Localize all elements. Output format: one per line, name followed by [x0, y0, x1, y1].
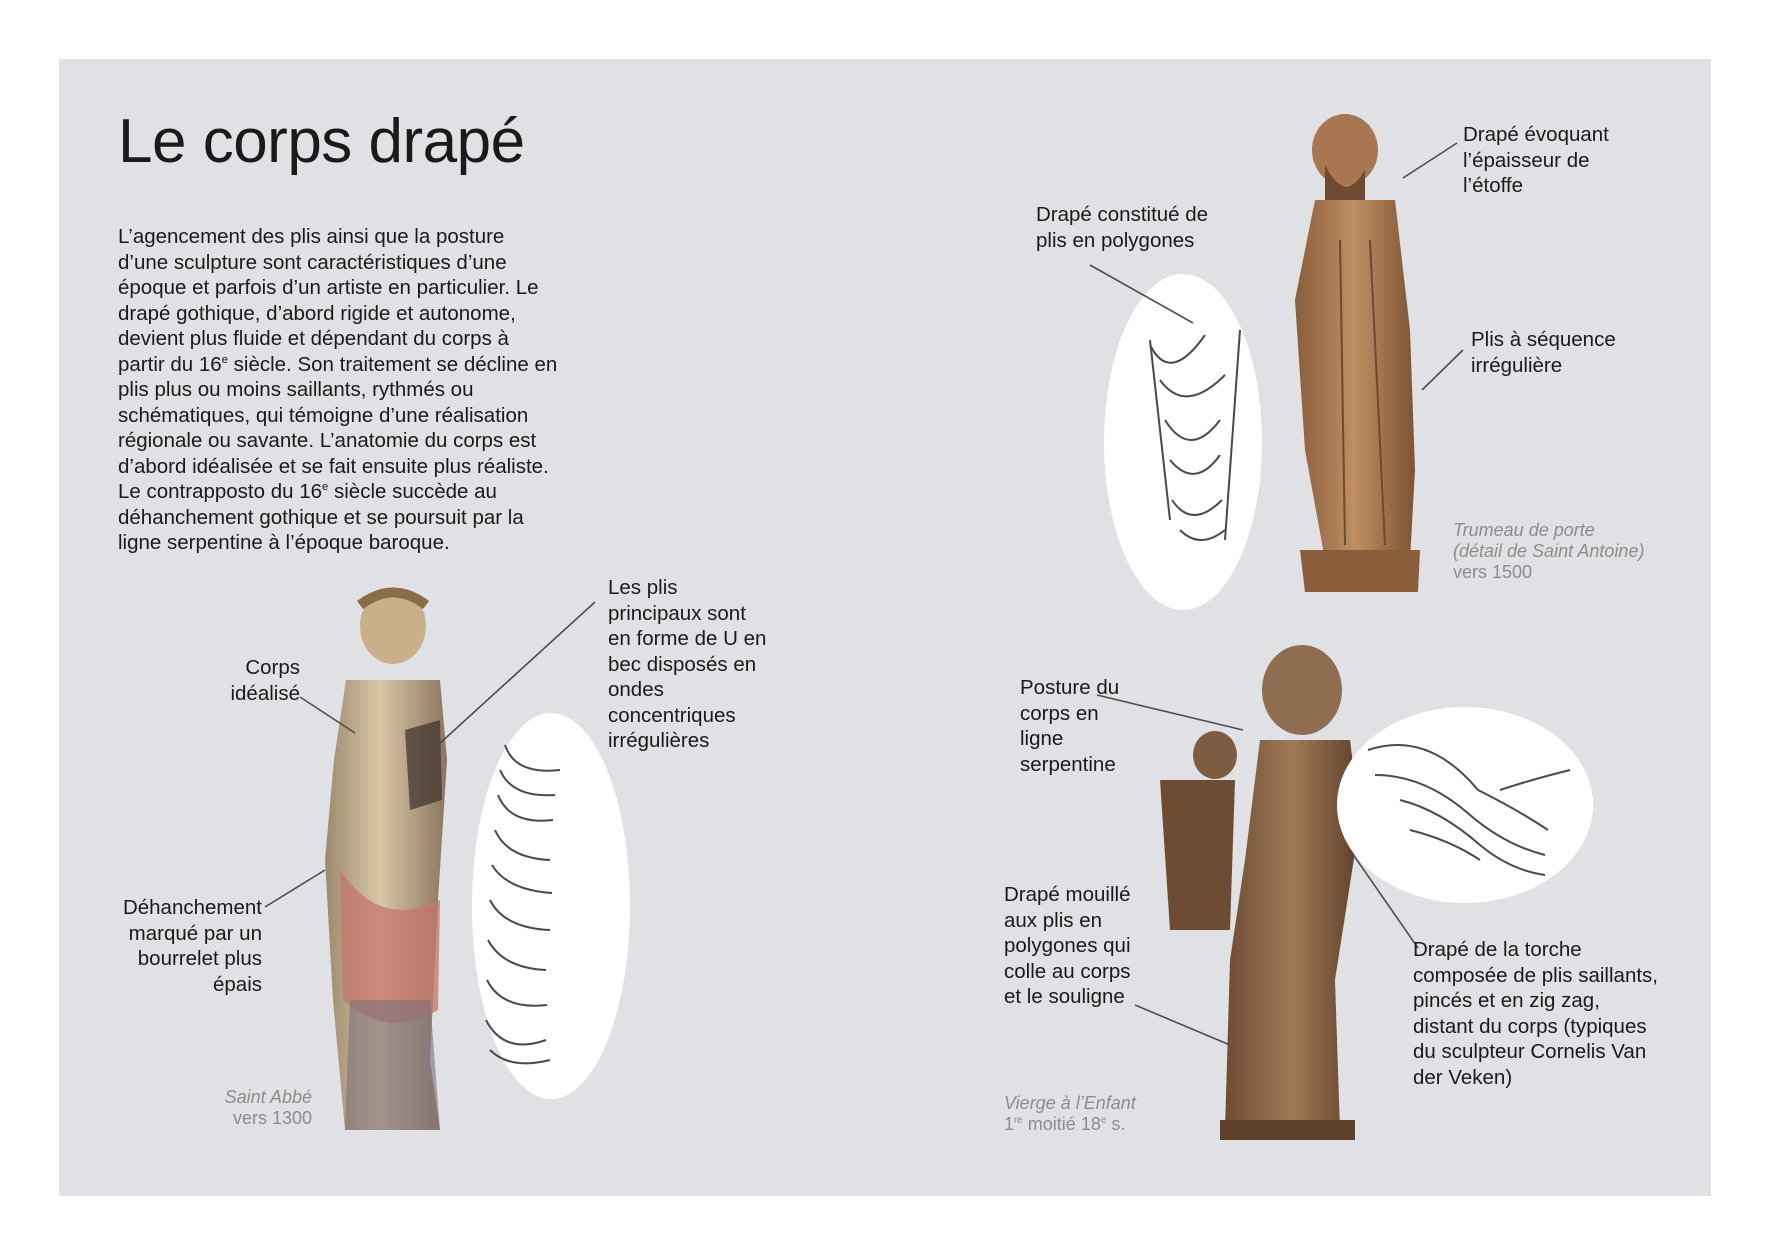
page-title: Le corps drapé [118, 107, 525, 176]
label-plis-polygones: Drapé constitué de plis en polygones [1036, 203, 1209, 252]
caption-saint-abbe: Saint Abbé vers 1300 [224, 1087, 312, 1128]
label-epaisseur-etoffe: Drapé évoquant l’épaisseur de l’étoffe [1463, 123, 1609, 197]
label-dehanchement: Déhanchement marqué par un bourrelet plus épais [122, 896, 262, 996]
label-drape-torche: Drapé de la torche composée de plis saillants, pincés et en zig zag, distant du corps (typiques du sculpteur Cornelis Van der Veken) [1413, 938, 1658, 1089]
label-corps-idealise: Corps idéalisé [230, 656, 300, 705]
intro-paragraph: L’agencement des plis ainsi que la posture d’une sculpture sont caractéristiques d’une époque et parfois d’un artiste en particulier. Le drapé gothique, d’abord rigide et autonome, devient plus fluide et dépendant du corps à partir du 16e siècle. Son traitement se décline en plis plus ou moins saillants, rythmés ou schématiques, qui témoigne d’une réalisation régionale ou savante. L’anatomie du corps est d’abord idéalisée et se fait ensuite plus réaliste. Le contrapposto du 16e siècle succède au déhanchement gothique et se poursuit par la ligne serpentine à l’époque baroque. [118, 225, 558, 554]
trumeau-fold-sketch-bubble [1104, 274, 1262, 610]
label-sequence-irreguliere: Plis à séquence irrégulière [1471, 328, 1616, 377]
caption-vierge: Vierge à l’Enfant 1re moitié 18e s. [1004, 1093, 1136, 1134]
label-plis-principaux: Les plis principaux sont en forme de U en bec disposés en ondes concentriques irrégulières [608, 576, 767, 752]
saint-abbe-statue [325, 588, 447, 1130]
label-drape-mouille: Drapé mouillé aux plis en polygones qui colle au corps et le souligne [1004, 883, 1131, 1008]
caption-trumeau: Trumeau de porte (détail de Saint Antoine) vers 1500 [1453, 520, 1645, 582]
vierge-statue [1160, 645, 1360, 1140]
trumeau-statue [1295, 114, 1420, 592]
vierge-fold-sketch-bubble [1337, 707, 1593, 903]
label-posture-serpentine: Posture du corps en ligne serpentine [1020, 676, 1120, 776]
